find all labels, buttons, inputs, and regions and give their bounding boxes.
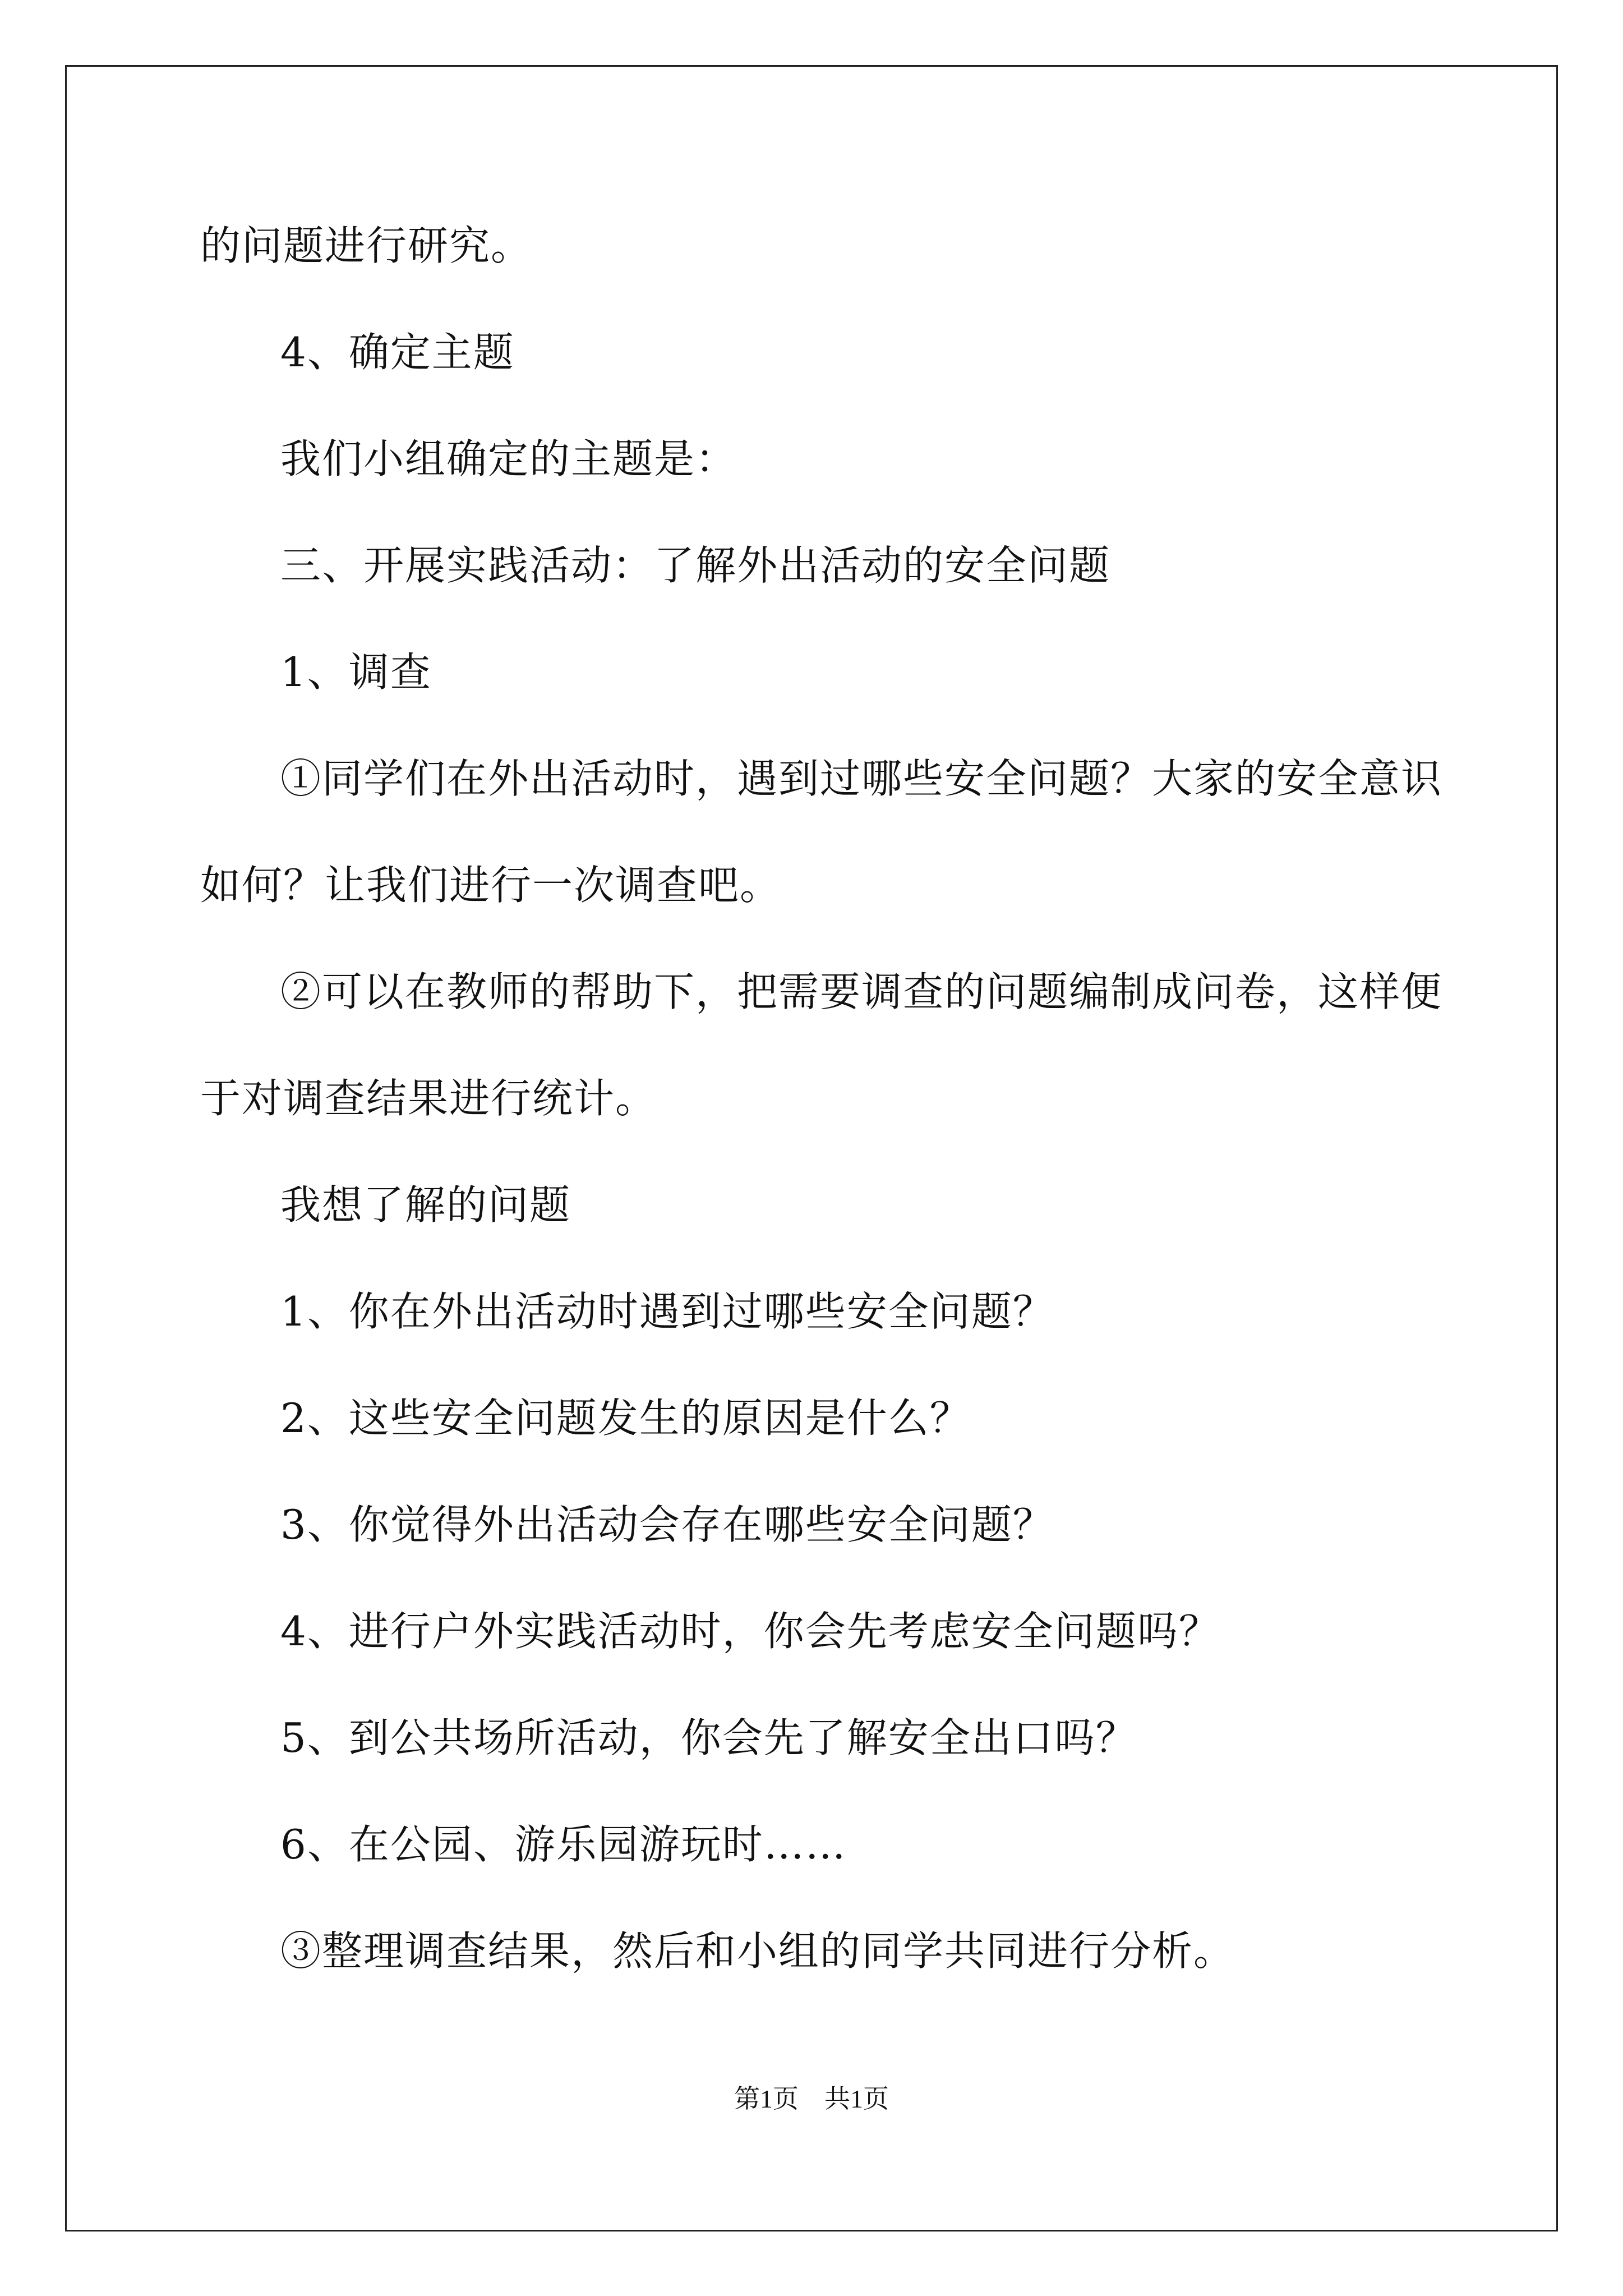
paragraph-line: ①同学们在外出活动时，遇到过哪些安全问题？大家的安全意识 <box>280 755 1443 802</box>
section-heading: 4、确定主题 <box>280 329 515 376</box>
list-item: 5、到公共场所活动，你会先了解安全出口吗？ <box>280 1714 1137 1761</box>
page-border <box>65 65 1558 2231</box>
section-heading: 1、调查 <box>280 648 432 696</box>
list-item: 2、这些安全问题发生的原因是什么？ <box>280 1395 971 1442</box>
list-item: 4、进行户外实践活动时，你会先考虑安全问题吗？ <box>280 1608 1220 1655</box>
paragraph-line: 的问题进行研究。 <box>200 222 533 269</box>
paragraph-line: 如何？让我们进行一次调查吧。 <box>200 862 782 909</box>
page-footer: 第1页 共1页 <box>734 2085 889 2113</box>
list-item: 3、你觉得外出活动会存在哪些安全问题？ <box>280 1501 1054 1548</box>
paragraph-line: 我们小组确定的主题是： <box>280 435 737 482</box>
paragraph-line: ②可以在教师的帮助下，把需要调查的问题编制成问卷，这样便 <box>280 968 1443 1015</box>
paragraph-line: 于对调查结果进行统计。 <box>200 1075 657 1122</box>
list-item: 1、你在外出活动时遇到过哪些安全问题？ <box>280 1288 1054 1335</box>
list-item: 6、在公园、游乐园游玩时…… <box>280 1821 847 1868</box>
section-heading: 三、开展实践活动：了解外出活动的安全问题 <box>280 542 1111 589</box>
paragraph-line: 我想了解的问题 <box>280 1181 571 1228</box>
paragraph-line: ③整理调查结果，然后和小组的同学共同进行分析。 <box>280 1927 1235 1975</box>
